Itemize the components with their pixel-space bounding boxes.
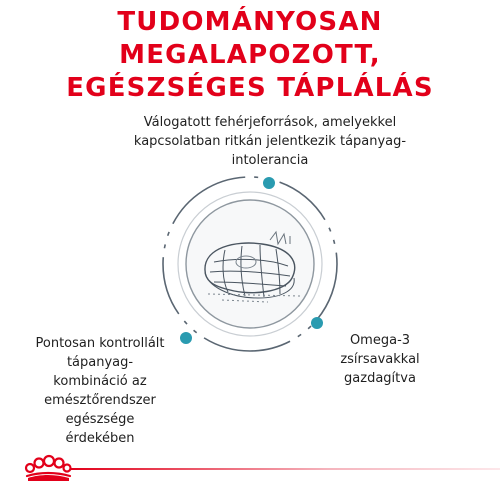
title-line-1: TUDOMÁNYOSAN MEGALAPOZOTT,	[117, 7, 383, 70]
callout-left-line-4: emésztőrendszer	[44, 393, 156, 408]
callout-left-line-6: érdekében	[65, 431, 135, 446]
callout-right-line-3: gazdagítva	[344, 371, 416, 386]
callout-left-line-5: egészsége	[65, 412, 135, 427]
marker-top-dot	[263, 177, 275, 189]
marker-left-dot	[180, 332, 192, 344]
callout-left-line-2: tápanyag-	[66, 355, 134, 370]
callout-omega3	[320, 331, 440, 388]
callout-top-line-2: kapcsolatban ritkán jelentkezik tápanyag-	[133, 134, 407, 149]
callout-top-line-1: Válogatott fehérjeforrások, amelyekkel	[143, 115, 397, 130]
callout-right-line-2: zsírsavakkal	[340, 352, 420, 367]
callout-digestive-health	[20, 334, 180, 448]
footer-divider	[70, 468, 500, 470]
callout-right-line-1: Omega-3	[349, 333, 411, 348]
marker-right-dot	[311, 317, 323, 329]
title-line-2: EGÉSZSÉGES TÁPLÁLÁS	[66, 73, 434, 103]
callout-left-line-1: Pontosan kontrollált	[35, 336, 165, 351]
royal-canin-crown-icon	[22, 454, 72, 482]
callout-top-line-3: intolerancia	[231, 153, 309, 168]
callout-left-line-3: kombináció az	[53, 374, 147, 389]
